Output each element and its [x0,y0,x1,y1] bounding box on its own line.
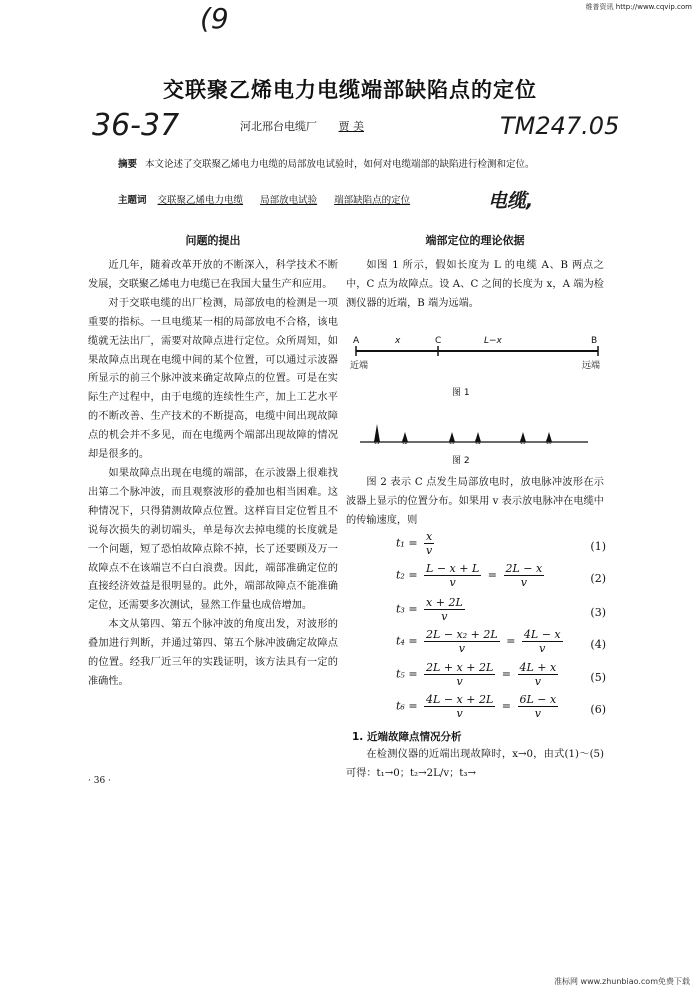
equation-6: t₆ = $\frac{4L - x + 2L}{v}$ = $\frac{6L - x}{v}$ (6) [396,693,606,720]
figure-1 [346,336,606,376]
fig1-label-b: B [591,336,598,346]
right-para-3 [346,746,604,784]
left-section-heading: 问题的提出 [185,234,241,247]
handwritten-keyword-mark: 电缆, [488,190,534,212]
left-column-body [88,257,338,692]
left-paragraph-4: 本文从第四、第五个脉冲波的角度出发，对波形的叠加进行判断，并通过第四、第五个脉冲波确定故障点的位置。经我厂近三年的实践证明，该方法具有一定的准确性。 [88,619,338,687]
equation-2: t₂ = $\frac{L - x + L}{v}$ = $\frac{2L - x}{v}$ (2) [396,562,606,589]
left-paragraph-1: 近几年，随着改革开放的不断深入，科学技术不断发展，交联聚乙烯电力电缆已在我国大量生产和应用。 [88,260,338,290]
equation-3: t₃ = $\frac{x + 2L}{v}$ (3) [396,596,606,623]
left-paragraph-2: 对于交联电缆的出厂检测，局部放电的检测是一项重要的指标。一旦电缆某一相的局部放电不合格，该电缆就无法出厂，需要对故障点进行定位。众所周知，如果故障点出现在电缆中间的某个位置，可以通过示波器所显示的前三个脉冲波来确定故障点的位置。可是在实际生产过程中，由于电缆的连续性生产，加上工艺水平的不断改善、生产技术的不断提高，电缆中间出现故障点的机会并不多见，而在电缆两个端部出现故障的情况却是很多的。 [88,297,338,461]
handwritten-mark-top: (9 [200,2,229,35]
paper-title: 交联聚乙烯电力电缆端部缺陷点的定位 [163,77,537,102]
handwritten-page-range: 36-37 [92,108,180,143]
fig2-caption: 图 2 [452,456,470,466]
author-org: 河北邢台电缆厂 [240,120,317,133]
keyword-1: 交联聚乙烯电力电缆 [157,195,244,206]
fig1-label-lx: L−x [484,336,502,346]
fig2-label-t3: t₃ [449,438,455,446]
fig1-caption: 图 1 [452,388,470,398]
fig2-label-t6: t₆ [546,438,552,446]
fig1-label-x: x [395,336,401,346]
keywords-label: 主题词 [118,195,147,206]
fig2-label-t1: t₁ [374,438,380,446]
equation-4: t₄ = $\frac{\text{2L − x₂ + 2L}}{v}$ = $\frac{4L - x}{v}$ (4) [396,628,606,655]
page-number: · 36 · [88,776,111,786]
abstract [118,156,588,173]
fig1-label-a: A [353,336,360,346]
right-para-2-text: 图 2 表示 C 点发生局部放电时，放电脉冲波形在示波器上显示的位置分布。如果用 v 表示放电脉冲在电缆中的传输速度，则 [346,477,604,526]
left-paragraph-3: 如果故障点出现在电缆的端部，在示波器上很难找出第二个脉冲波，而且观察波形的叠加也相当困难。这种情况下，只得猜测故障点位置。这样盲目定位暂且不说每次损失的剥切端头，单是每次去掉电缆的长度就是一个问题，短了恐怕故障点除不掉，长了还要顾及万一故障点不在该端岂不白白浪费。因此，端部准确定位的直接经济效益是很明显的。此外，端部故障点不能准确定位，还需要多次测试，显然工作量也成倍增加。 [88,467,338,612]
handwritten-class-code: TM247.05 [500,112,620,140]
right-subheading: 1. 近端故障点情况分析 [352,731,462,743]
keyword-2: 局部放电试验 [260,195,318,206]
equation-5: t₅ = $\frac{2L + x + 2L}{v}$ = $\frac{4L + x}{v}$ (5) [396,661,606,688]
keyword-3: 端部缺陷点的定位 [334,195,411,206]
right-section-heading: 端部定位的理论依据 [425,234,525,247]
right-intro [346,257,604,314]
fig2-label-t4: t₄ [475,438,481,446]
fig2-label-t5: t₅ [520,438,526,446]
right-intro-text: 如图 1 所示，假如长度为 L 的电缆 A、B 两点之中，C 点为故障点。设 A、C 之间的长度为 x，A 端为检测仪器的近端，B 端为远端。 [346,260,604,309]
right-para-3-text: 在检测仪器的近端出现故障时，x→0，由式(1)～(5)可得：t₁→0；t₂→2L/v；t₃→ [346,749,604,779]
footer-watermark: 准标网 www.zhunbiao.com免费下载 [554,977,690,986]
abstract-text: 本文论述了交联聚乙烯电力电缆的局部放电试验时，如何对电缆端部的缺陷进行检测和定位。 [145,159,535,170]
author-name: 贾 美 [338,120,364,133]
equation-1: t₁ = $\frac{x}{v}$ (1) [396,530,606,557]
fig1-label-near: 近端 [350,361,369,371]
fig1-label-c: C [435,336,442,346]
abstract-label: 摘要 [118,159,138,170]
fig2-label-t2: t₂ [402,438,408,446]
author-line [240,118,382,134]
fig1-label-far: 远端 [582,361,601,371]
right-para-2 [346,474,604,531]
watermark-top: 维普资讯 http://www.cqvip.com [585,3,692,11]
